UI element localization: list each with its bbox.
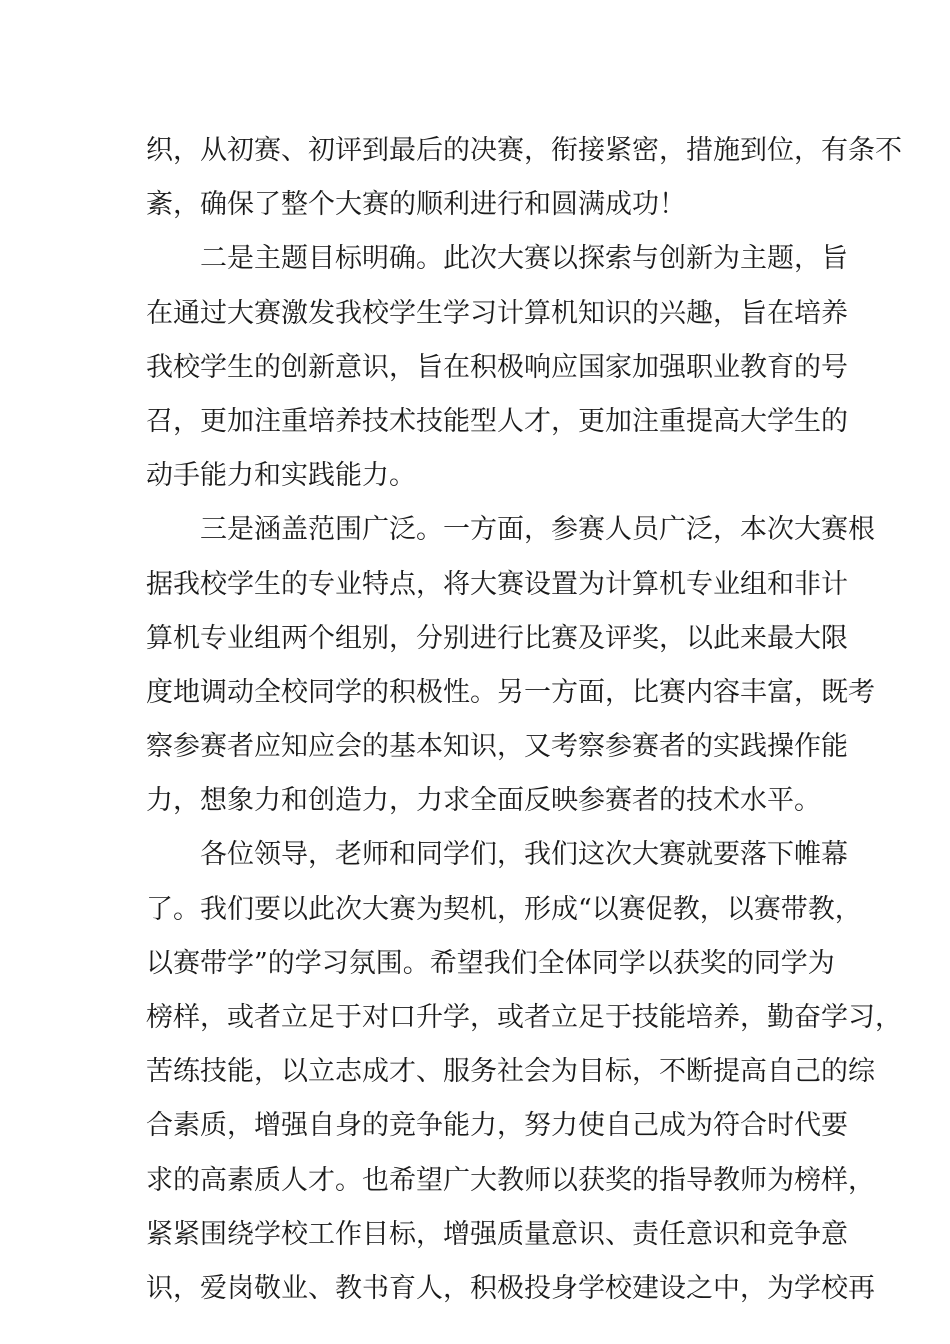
text-line: 苦练技能，以立志成才、服务社会为目标，不断提高自己的综	[146, 1056, 875, 1088]
text-line: 了。我们要以此次大赛为契机，形成“以赛促教，以赛带教，	[146, 893, 862, 925]
text-line: 紧紧围绕学校工作目标，增强质量意识、责任意识和竞争意	[146, 1218, 848, 1250]
text-line: 我校学生的创新意识，旨在积极响应国家加强职业教育的号	[146, 351, 848, 383]
text-line: 召，更加注重培养技术技能型人才，更加注重提高大学生的	[146, 405, 848, 437]
text-line: 识，爱岗敬业、教书育人，积极投身学校建设之中，为学校再	[146, 1272, 875, 1304]
text-line: 以赛带学”的学习氛围。希望我们全体同学以获奖的同学为	[146, 947, 835, 979]
text-line: 据我校学生的专业特点，将大赛设置为计算机专业组和非计	[146, 568, 848, 600]
text-line: 度地调动全校同学的积极性。另一方面，比赛内容丰富，既考	[146, 676, 875, 708]
text-line: 力，想象力和创造力，力求全面反映参赛者的技术水平。	[146, 785, 821, 817]
text-line: 求的高素质人才。也希望广大教师以获奖的指导教师为榜样，	[146, 1164, 875, 1196]
text-line: 紊，确保了整个大赛的顺利进行和圆满成功！	[146, 189, 686, 221]
text-line: 动手能力和实践能力。	[146, 460, 416, 492]
text-line: 算机专业组两个组别，分别进行比赛及评奖，以此来最大限	[146, 622, 848, 654]
text-line: 织，从初赛、初评到最后的决赛，衔接紧密，措施到位，有条不	[146, 135, 902, 166]
paragraph-start-line: 各位领导，老师和同学们，我们这次大赛就要落下帷幕	[200, 839, 848, 871]
text-line: 榜样，或者立足于对口升学，或者立足于技能培养，勤奋学习，	[146, 1002, 902, 1033]
body-text	[146, 124, 902, 1316]
paragraph-start-line: 三是涵盖范围广泛。一方面，参赛人员广泛，本次大赛根	[200, 514, 875, 546]
text-line: 察参赛者应知应会的基本知识，又考察参赛者的实践操作能	[146, 731, 848, 763]
text-line: 在通过大赛激发我校学生学习计算机知识的兴趣，旨在培养	[146, 297, 848, 329]
text-line: 合素质，增强自身的竞争能力，努力使自己成为符合时代要	[146, 1110, 848, 1142]
paragraph-start-line: 二是主题目标明确。此次大赛以探索与创新为主题，旨	[200, 243, 848, 275]
